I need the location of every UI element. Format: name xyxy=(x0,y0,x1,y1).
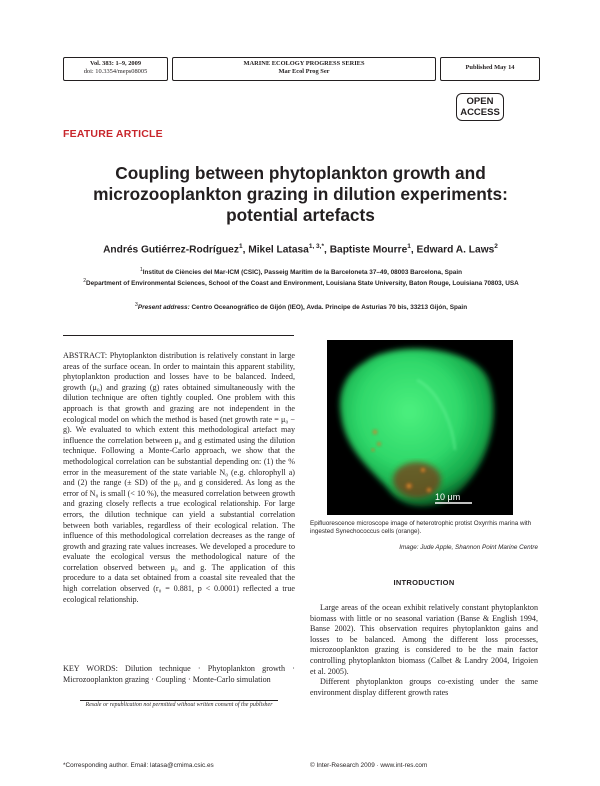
introduction-heading: INTRODUCTION xyxy=(393,578,455,587)
journal-name-box xyxy=(172,57,436,81)
synechococcus-cell xyxy=(404,481,414,491)
synechococcus-cell xyxy=(419,466,427,474)
article-title: Coupling between phytoplankton growth and microzooplankton grazing in dilution experiments: potential artefacts xyxy=(93,163,508,225)
intro-paragraph: Different phytoplankton groups co-existing under the same environment display different growth rates xyxy=(310,677,538,697)
affiliation-sup: 1 xyxy=(139,267,143,273)
journal-volume-box xyxy=(63,57,168,81)
keywords xyxy=(63,664,295,685)
author-sup: 1 xyxy=(238,243,243,250)
figure-caption: Epifluorescence microscope image of heterotrophic protist Oxyrrhis marina with ingested Synechococcus cells (orange). xyxy=(310,520,532,536)
open-access-badge xyxy=(456,93,504,121)
author-name: Edward A. Laws xyxy=(416,244,495,256)
abstract xyxy=(63,351,295,605)
synechococcus-cell xyxy=(371,448,376,453)
synechococcus-cell xyxy=(425,486,433,494)
author-sup: 2 xyxy=(494,243,498,250)
present-address-text: Centro Oceanográfico de Gijón (IEO), Avda. Principe de Asturias 70 bis, 33213 Gijón, Spain xyxy=(191,304,468,312)
feature-article-label: FEATURE ARTICLE xyxy=(63,128,163,140)
affiliations xyxy=(70,266,532,288)
introduction-body xyxy=(310,603,538,698)
author-sup: 1, 3,* xyxy=(308,243,325,250)
present-address xyxy=(70,302,532,311)
open-access-line2: ACCESS xyxy=(460,107,500,118)
microscope-image xyxy=(327,340,513,515)
ingested-region xyxy=(393,462,441,498)
author-name: Baptiste Mourre xyxy=(329,244,408,256)
affiliation xyxy=(70,266,532,277)
published-date: Published May 14 xyxy=(465,64,515,71)
scale-bar-label: 10 μm xyxy=(435,492,461,502)
present-address-label: Present address: xyxy=(137,304,190,312)
synechococcus-cell xyxy=(372,429,379,436)
epifluorescence-image xyxy=(327,340,513,515)
affiliation-text: Institut de Ciències del Mar-ICM (CSIC), Passeig Marítim de la Barceloneta 37–49, 08003 Barcelona, Spain xyxy=(142,269,463,277)
volume-line: Vol. 383: 1–9, 2009 xyxy=(89,60,142,67)
figure-credit: Image: Jude Apple, Shannon Point Marine Centre xyxy=(399,544,538,551)
author-sup: 1 xyxy=(407,243,411,250)
affiliation-sup: 2 xyxy=(83,278,86,285)
keywords-text: KEY WORDS: Dilution technique · Phytoplankton growth · Microzooplankton grazing · Coupling · Monte-Carlo simulation xyxy=(63,664,295,684)
abstract-text: ABSTRACT: Phytoplankton distribution is relatively constant in large areas of the surface ocean. In order to maintain this apparent stability, phytoplankton production and losses have to be balanced. Indeed, growth (μ₀) and grazing (g) rates obtained simultaneously with the dilution technique are often tightly coupled. One problem with this approach is that growth and grazing are not independent in the ecological model on which the method is based (net growth rate = μ₀ − g). We evaluated to which extent this methodological artefact may influence the correlation between μ₀ and g estimated using the dilution technique. Following a Monte-Carlo approach, we show that the methodological correlation can be substantial depending on: (1) the % error in the measurement of the state variable N₀ (e.g. chlorophyll a) and (2) the range (± SD) of the μ₀ and g considered. As long as the error of N₀ is small (< 10 %), the measured correlation between growth and grazing closely reflects a true ecological relationship. For large errors, the dilution technique can yield a substantial correlation between both variables, regardless of their ecological relation. The influence of this methodological correlation decreases as the range of growth and grazing rate values increases. We developed a procedure to evaluate the ecological versus the methodological nature of the correlation observed between μ₀ and g. The application of this procedure to a data set obtained from a coastal site revealed that the high correlation observed (r₀ = 0.881, p < 0.0001) reflected a true ecological relationship. xyxy=(63,351,295,604)
affiliation-text: Department of Environmental Sciences, School of the Coast and Environment, Louisiana State University, Baton Rouge, Louisiana 70803, USA xyxy=(86,280,519,288)
copyright-line[interactable]: © Inter-Research 2009 · www.int-res.com xyxy=(310,762,428,769)
doi-line[interactable]: doi: 10.3354/meps08005 xyxy=(83,68,148,75)
published-date-box xyxy=(440,57,540,81)
journal-abbrev: Mar Ecol Prog Ser xyxy=(278,68,330,75)
abstract-divider xyxy=(63,335,294,336)
author-name: Andrés Gutiérrez-Rodríguez xyxy=(103,244,239,256)
resale-notice: Resale or republication not permitted without written consent of the publisher xyxy=(80,700,278,710)
author-list: Andrés Gutiérrez-Rodríguez$^1$, Mikel Latasa$^{1, 3,*}$, Baptiste Mourre$^1$, Edward A. Laws$^2$ xyxy=(103,243,498,256)
open-access-line1: OPEN xyxy=(466,96,494,107)
journal-name: MARINE ECOLOGY PROGRESS SERIES xyxy=(243,60,365,67)
present-address-sup: 3 xyxy=(134,302,138,308)
author-name: Mikel Latasa xyxy=(248,244,309,256)
affiliation xyxy=(70,277,532,288)
intro-paragraph: Large areas of the ocean exhibit relatively constant phytoplankton biomass with little or no seasonal variation (Banse & English 1994, Banse 2002). This observation requires phytoplankton gains and losses to be balanced. Among the different loss processes, microzooplankton grazing is considered to be the main factor controlling phytoplankton biomass (Calbet & Landry 2004, Irigoien et al. 2005). xyxy=(310,603,538,676)
corresponding-author-footnote[interactable]: *Corresponding author. Email: latasa@cmima.csic.es xyxy=(63,762,214,769)
synechococcus-cell xyxy=(376,441,382,447)
